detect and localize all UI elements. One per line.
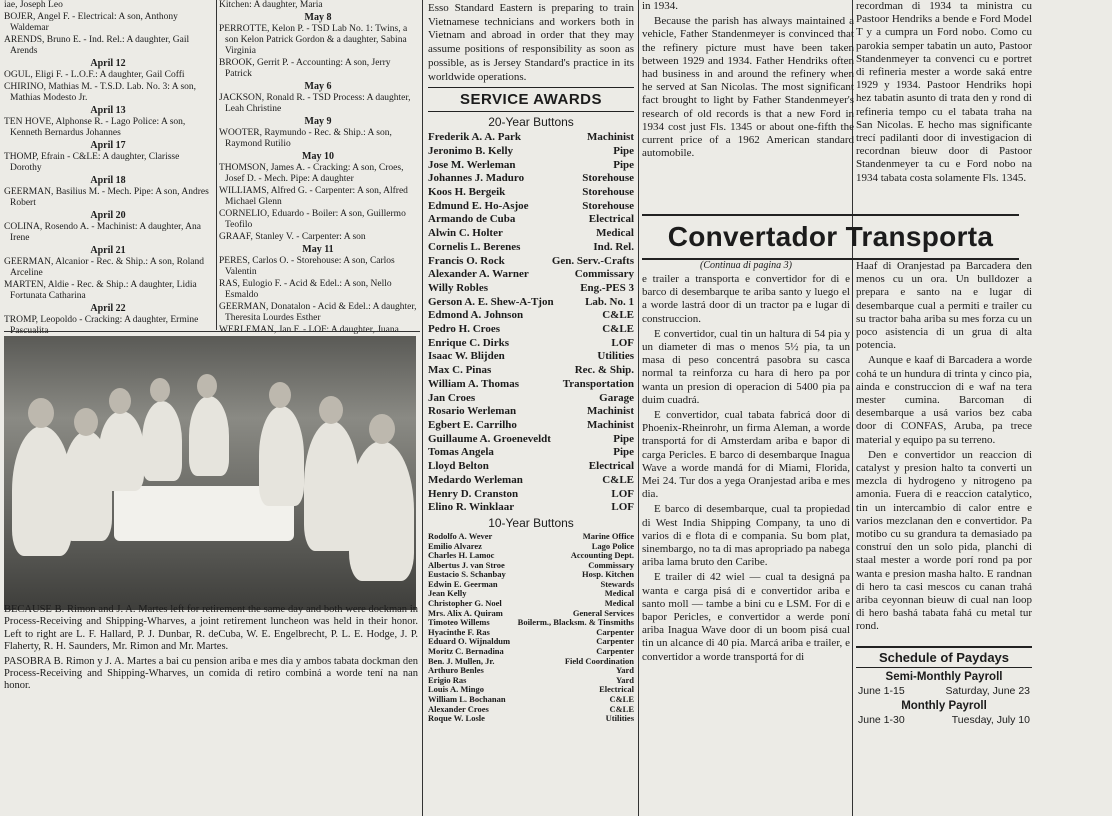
award-department: Machinist bbox=[586, 131, 634, 144]
paydays-box bbox=[856, 646, 1032, 726]
article-paragraph: e trailer a transporta e convertidor for di e barco di desembarque te ariba santo y luego el a worde lastrá door di un tractor pa e lugar di construccion. bbox=[642, 273, 850, 325]
paydays-title: Schedule of Paydays bbox=[856, 646, 1032, 668]
birth-date-heading: April 17 bbox=[90, 140, 126, 151]
birth-entry: Kitchen: A daughter, Maria bbox=[219, 0, 323, 10]
article-paragraph: Den e convertidor un reaccion di catalyst y presion halto ta converti un mezcla di hydrogeno y nitrogeno pa amonia. Fuera di e reaccion catalytico, tin un intercambio di calor entre e varios mezclanan den e convertidor. Pa motibo cu su grandura ta demasiado pa construí den un solo pida, planchi di staal mester a worde porí rond pa por wanta e presion masha halto. E randnan di hero ta casi mescos cu canan trahá ariba ceyonnan bieuw di cual nan loop di hero bashá tabata fahá cu metal tur rond. bbox=[856, 448, 1032, 633]
award-department: Utilities bbox=[597, 350, 634, 363]
award-name: Max C. Pinas bbox=[428, 364, 492, 377]
award-department: Marine Office bbox=[582, 530, 634, 541]
semi-monthly-row bbox=[856, 685, 1032, 697]
service-awards-title: SERVICE AWARDS bbox=[459, 91, 603, 109]
award-department: Garage bbox=[599, 391, 634, 404]
birth-entry: GEERMAN, Basilius M. - Mech. Pipe: A son, Andres Robert bbox=[4, 187, 209, 208]
award-name: William L. Bochanan bbox=[428, 694, 506, 704]
birth-entry: ARENDS, Bruno E. - Ind. Rel.: A daughter, Gail Arends bbox=[4, 35, 190, 56]
award-department: C&LE bbox=[609, 694, 634, 704]
award-department: Electrical bbox=[588, 460, 634, 473]
award-row bbox=[428, 378, 634, 392]
award-row bbox=[428, 433, 634, 447]
award-department: Stewards bbox=[600, 578, 634, 589]
twenty-year-title: 20-Year Buttons bbox=[488, 115, 574, 130]
award-department: LOF bbox=[611, 501, 634, 514]
award-department: Carpenter bbox=[596, 646, 634, 657]
semi-date: Saturday, June 23 bbox=[945, 685, 1030, 697]
article-paragraph: Because the parish has always maintained a vehicle, Father Standenmeyer is convinced that the refinery picture must have been taken between 1929 and 1934. Father Hendriks often had business in and around the refinery when he served at San Nicolas. The most significant fact brought to light by Father Standenmeyer's research of old records is that a new Ford in 1934 cost just Fls. 1345 or about one-fifth the current price of a 1962 American standard automobile. bbox=[642, 15, 854, 160]
award-row bbox=[428, 159, 634, 173]
birth-entry: TROMP, Leopoldo - Cracking: A daughter, Ermine Pascualita bbox=[4, 315, 199, 336]
award-name: Pedro H. Croes bbox=[428, 323, 500, 336]
award-name: Erigio Ras bbox=[428, 674, 467, 685]
award-row bbox=[428, 392, 634, 406]
caption-papiamento: PASOBRA B. Rimon y J. A. Martes a bai cu pension ariba e mes dia y ambos tabata dockman den Process-Receiving and Shipping-Wharves, un comida di retiro combiná a worde tení na nan honor. bbox=[4, 655, 418, 692]
award-department: Carpenter bbox=[596, 636, 634, 647]
award-name: Egbert E. Carrilho bbox=[428, 418, 517, 431]
birth-date-heading: May 6 bbox=[304, 81, 332, 92]
award-row bbox=[428, 474, 634, 488]
article-paragraph: E convertidor, cual tabata fabricá door di Phoenix-Rheinrohr, un firma Aleman, a worde transportá for di Amsterdam ariba e bapor di carga Pericles. E barco di desembarque Inagua Wave a worde mandá for di Miami, Florida, Mei 24. Tur dos a yega Oranjestad ariba e mes dia. bbox=[642, 409, 850, 501]
article-paragraph: recordman di 1934 ta ministra cu Pastoor Hendriks a bende e Ford Model T y a cumpra un Ford nobo. Como cu parokia semper tabatin un auto, Pastoor Standenmeyer ta convenci cu e portret di refineria mester a worde saká entre 1929 y 1934. Pastoor Hendriks hopi hez tabatin asunto di trata den y rond di refineria tempo cu el tabata traha na San Nicolas. E hecho mas significante trecí padilanti door di investigacion di recordnan bieuw door di Pastoor Standenmeyer ta cu e Ford nobo na 1934 tabata costa solamente Fls. 1345. bbox=[856, 0, 1032, 184]
birth-entry: CHIRINO, Mathias M. - T.S.D. Lab. No. 3: A son, Mathias Modesto Jr. bbox=[4, 82, 197, 103]
convertador-headline: Convertador Transporta bbox=[642, 214, 1019, 260]
birth-date-heading: April 21 bbox=[90, 245, 126, 256]
award-name: Armando de Cuba bbox=[428, 213, 516, 226]
birth-entry: GEERMAN, Alcanior - Rec. & Ship.: A son, Roland Arceline bbox=[4, 257, 205, 278]
award-department: C&LE bbox=[602, 473, 634, 486]
award-department: Transportation bbox=[562, 377, 634, 390]
award-department: Gen. Serv.-Crafts bbox=[551, 254, 634, 267]
award-row bbox=[428, 241, 634, 255]
award-row bbox=[428, 200, 634, 214]
award-department: Storehouse bbox=[582, 172, 634, 185]
award-row bbox=[428, 488, 634, 502]
award-row bbox=[428, 268, 634, 282]
award-department: Machinist bbox=[586, 418, 634, 431]
award-name: Rodolfo A. Wever bbox=[428, 530, 493, 541]
caption-english: BECAUSE B. Rimon and J. A. Martes left for retirement the same day and both were dockman in Process-Receiving and Shipping-Wharves, a joint retirement luncheon was held in their honor. Left to right are L. F. Hallard, P. J. Dunbar, R. deCuba, W. E. Engelbrecht, P. L. E. Hodge, J. P. Flaherty, R. H. Saunders, Mr. Rimon and Mr. Martes. bbox=[4, 604, 418, 653]
convertador-column-one bbox=[642, 258, 850, 816]
birth-entry: RAS, Eulogio F. - Acid & Edel.: A son, Nello Esmaldo bbox=[219, 279, 392, 300]
birth-date-heading: April 18 bbox=[90, 175, 126, 186]
award-row bbox=[428, 714, 634, 724]
birth-date-heading: April 13 bbox=[90, 105, 126, 116]
photo-caption bbox=[4, 604, 418, 693]
award-row bbox=[428, 309, 634, 323]
award-row bbox=[428, 213, 634, 227]
birth-entry: PERES, Carlos O. - Storehouse: A son, Carlos Valentin bbox=[219, 256, 395, 277]
award-name: Alexander Croes bbox=[428, 703, 489, 714]
column-divider bbox=[638, 0, 639, 816]
article-paragraph: Haaf di Oranjestad pa Barcadera den menos cu un ora. Un bulldozer a prepara e santo na e lugar di desembarque cual a permiti e trailer cu su tractor baha ariba su mes forza cu un poco asistencia di un grua di alta potencia. bbox=[856, 260, 1032, 352]
award-department: Boilerm., Blacksm. & Tinsmiths bbox=[517, 617, 634, 628]
monthly-title: Monthly Payroll bbox=[901, 700, 987, 712]
monthly-row bbox=[856, 714, 1032, 726]
award-name: Medardo Werleman bbox=[428, 473, 523, 486]
award-row bbox=[428, 323, 634, 337]
birth-entry: MARTEN, Aldie - Rec. & Ship.: A daughter, Lidia Fortunata Catharina bbox=[4, 280, 197, 301]
award-name: Moritz C. Bernadina bbox=[428, 646, 504, 657]
award-name: Timoteo Willems bbox=[428, 617, 490, 628]
award-name: Edmond A. Johnson bbox=[428, 309, 524, 322]
birth-entry: THOMSON, James A. - Cracking: A son, Croes, Josef D. - Mech. Pipe: A daughter bbox=[219, 163, 404, 184]
column-divider bbox=[422, 0, 423, 816]
award-name: Louis A. Mingo bbox=[428, 684, 484, 695]
birth-entry: OGUL, Eligi F. - L.O.F.: A daughter, Gail Coffi bbox=[4, 70, 185, 80]
article-paragraph: E trailer di 42 wiel — cual ta designá pa wanta e carga pisá di e convertidor ariba e santo moll — tambe a bini cu e LSM. For di e bapor Pericles, e convertidor a werde poní ariba Inagua Wave door di un boom pisá cual tin un alcance di 40 pia. Marcá ariba e trailer, e convertidor a worde transportá for di bbox=[642, 571, 850, 663]
convertador-column-two bbox=[856, 258, 1032, 644]
birth-entry: WERLEMAN, Jan F. - LOF: A daughter, Juana bbox=[219, 325, 399, 335]
award-row bbox=[428, 405, 634, 419]
award-name: Rosario Werleman bbox=[428, 405, 517, 418]
award-name: Francis O. Rock bbox=[428, 254, 505, 267]
award-department: Commissary bbox=[574, 268, 634, 281]
award-name: Roque W. Losle bbox=[428, 713, 485, 724]
article-paragraph: E barco di desembarque, cual ta propiedad di West India Shipping Company, ta uno di varios di e flota di e compania. Su bom plat, sinembargo, no ta di mas apropriado pa nabega ariba lama bruto den Caribe. bbox=[642, 503, 850, 569]
column-four-top bbox=[642, 0, 854, 208]
award-row bbox=[428, 364, 634, 378]
award-name: Christopher G. Noel bbox=[428, 598, 502, 609]
birth-date-heading: May 9 bbox=[304, 116, 332, 127]
award-department: Storehouse bbox=[582, 186, 634, 199]
award-name: Willy Robles bbox=[428, 281, 489, 294]
award-name: Cornelis L. Berenes bbox=[428, 240, 521, 253]
birth-date-heading: May 11 bbox=[302, 244, 334, 255]
award-department: Yard bbox=[616, 665, 634, 676]
births-column-right bbox=[219, 0, 417, 335]
award-row bbox=[428, 419, 634, 433]
award-row bbox=[428, 255, 634, 269]
award-department: Field Coordination bbox=[564, 655, 634, 666]
monthly-period: June 1-30 bbox=[858, 714, 905, 726]
award-department: Medical bbox=[604, 598, 634, 609]
birth-entry: THOMP, Efrain - C&LE: A daughter, Clarisse Dorothy bbox=[4, 152, 180, 173]
article-paragraph: E convertidor, cual tin un haltura di 54 pia y un diameter di mas o menos 5½ pia, ta un masa di peso concentrá pasobra su casca normal ta reinforza cu hara di hero pa por wanta un presion di operacion di 5400 pia pa duim cuadrá. bbox=[642, 327, 850, 406]
award-department: Utilities bbox=[605, 713, 634, 724]
ten-year-list bbox=[428, 532, 634, 724]
birth-entry: COLINA, Rosendo A. - Machinist: A daughter, Ana Irene bbox=[4, 222, 201, 243]
award-name: Arthuro Benles bbox=[428, 665, 484, 676]
esso-paragraph: Esso Standard Eastern is preparing to train Vietnamese technicians and workers both in Vietnam and abroad in order that they may assume positions of responsibility as soon as possible, as is Jersey Standard's practice in its worldwide operations. bbox=[428, 2, 634, 83]
birth-date-heading: April 12 bbox=[90, 58, 126, 69]
birth-entry: GRAAF, Stanley V. - Carpenter: A son bbox=[219, 232, 366, 242]
twenty-year-list bbox=[428, 131, 634, 515]
birth-entry: PERROTTE, Kelon P. - TSD Lab No. 1: Twins, a son Kelon Patrick Gordon & a daughter, Sabina Virginia bbox=[219, 24, 408, 56]
section-divider bbox=[4, 331, 420, 332]
award-name: Albertus J. van Stroe bbox=[428, 559, 505, 570]
award-department: LOF bbox=[611, 487, 634, 500]
award-name: Eduard O. Wijnaldum bbox=[428, 636, 511, 647]
birth-date-heading: April 22 bbox=[90, 303, 126, 314]
award-name: Mrs. Alix A. Quiram bbox=[428, 607, 503, 618]
semi-monthly-title: Semi-Monthly Payroll bbox=[885, 671, 1003, 683]
award-name: Gerson A. E. Shew-A-Tjon bbox=[428, 295, 554, 308]
award-name: Jean Kelly bbox=[428, 588, 467, 599]
award-department: Pipe bbox=[613, 144, 634, 157]
column-divider bbox=[216, 0, 217, 330]
ten-year-title: 10-Year Buttons bbox=[488, 515, 574, 530]
award-department: Medical bbox=[596, 227, 634, 240]
award-row bbox=[428, 446, 634, 460]
award-department: Rec. & Ship. bbox=[574, 364, 634, 377]
award-name: Emilio Alvarez bbox=[428, 540, 482, 551]
birth-entry: JACKSON, Ronald R. - TSD Process: A daughter, Leah Christine bbox=[219, 93, 411, 114]
award-name: Edwin E. Geerman bbox=[428, 578, 498, 589]
award-name: Hyacinthe F. Ras bbox=[428, 626, 490, 637]
birth-entry: WOOTER, Raymundo - Rec. & Ship.: A son, Raymond Rutilio bbox=[219, 128, 392, 149]
continued-note: (Continua di pagina 3) bbox=[700, 260, 792, 271]
award-department: Eng.-PES 3 bbox=[580, 281, 634, 294]
award-department: Ind. Rel. bbox=[593, 240, 634, 253]
article-paragraph: Aunque e kaaf di Barcadera a worde cohá te un hundura di trinta y cinco pia, ainda e construccion di e waf na tera mester cumina. Barcoman di desembarque a usá varios bez caba door di CONFAS, Aruba, pa trece material y equipo pa su terreno. bbox=[856, 354, 1032, 446]
award-name: Jan Croes bbox=[428, 391, 476, 404]
retirement-luncheon-photo bbox=[4, 336, 416, 610]
semi-period: June 1-15 bbox=[858, 685, 905, 697]
award-name: Alexander A. Warner bbox=[428, 268, 529, 281]
award-department: Machinist bbox=[586, 405, 634, 418]
award-row bbox=[428, 186, 634, 200]
award-department: Lab. No. 1 bbox=[585, 295, 634, 308]
award-department: LOF bbox=[611, 336, 634, 349]
award-name: Ben. J. Mullen, Jr. bbox=[428, 655, 495, 666]
award-department: Pipe bbox=[613, 158, 634, 171]
award-name: Enrique C. Dirks bbox=[428, 336, 509, 349]
award-name: Guillaume A. Groeneveldt bbox=[428, 432, 551, 445]
award-name: Jeronimo B. Kelly bbox=[428, 144, 514, 157]
award-name: Tomas Angela bbox=[428, 446, 494, 459]
birth-entry: CORNELIO, Eduardo - Boiler: A son, Guillermo Teofilo bbox=[219, 209, 406, 230]
award-name: Johannes J. Maduro bbox=[428, 172, 525, 185]
award-name: William A. Thomas bbox=[428, 377, 519, 390]
award-department: Pipe bbox=[613, 446, 634, 459]
award-name: Edmund E. Ho-Asjoe bbox=[428, 199, 529, 212]
award-department: Carpenter bbox=[596, 626, 634, 637]
award-row bbox=[428, 296, 634, 310]
award-name: Lloyd Belton bbox=[428, 460, 489, 473]
award-row bbox=[428, 282, 634, 296]
award-department: Electrical bbox=[599, 684, 634, 695]
award-name: Henry D. Cranston bbox=[428, 487, 519, 500]
award-department: Accounting Dept. bbox=[570, 550, 634, 561]
award-name: Jose M. Werleman bbox=[428, 158, 516, 171]
birth-entry: TEN HOVE, Alphonse R. - Lago Police: A son, Kenneth Bernardus Johannes bbox=[4, 117, 186, 138]
award-name: Charles H. Lamoc bbox=[428, 550, 495, 561]
award-row bbox=[428, 145, 634, 159]
award-row bbox=[428, 501, 634, 515]
award-row bbox=[428, 172, 634, 186]
divider bbox=[428, 87, 634, 88]
birth-date-heading: May 8 bbox=[304, 12, 332, 23]
award-name: Elino R. Winklaar bbox=[428, 501, 515, 514]
award-row bbox=[428, 131, 634, 145]
award-row bbox=[428, 227, 634, 241]
award-department: Commissary bbox=[588, 559, 634, 570]
monthly-date: Tuesday, July 10 bbox=[951, 714, 1030, 726]
award-department: Storehouse bbox=[582, 199, 634, 212]
service-awards-column bbox=[428, 0, 634, 816]
award-row bbox=[428, 460, 634, 474]
award-department: Lago Police bbox=[591, 540, 634, 551]
award-department: Medical bbox=[604, 588, 634, 599]
award-name: Alwin C. Holter bbox=[428, 227, 503, 240]
award-department: C&LE bbox=[602, 323, 634, 336]
award-department: C&LE bbox=[609, 703, 634, 714]
award-department: Yard bbox=[616, 674, 634, 685]
award-department: Hosp. Kitchen bbox=[582, 569, 634, 580]
award-name: Koos H. Bergeik bbox=[428, 186, 506, 199]
article-paragraph: in 1934. bbox=[642, 0, 679, 12]
award-department: C&LE bbox=[602, 309, 634, 322]
award-row bbox=[428, 337, 634, 351]
award-department: General Services bbox=[572, 607, 634, 618]
birth-date-heading: April 20 bbox=[90, 210, 126, 221]
award-department: Electrical bbox=[588, 213, 634, 226]
birth-date-heading: May 10 bbox=[302, 151, 334, 162]
award-name: Frederik A. A. Park bbox=[428, 131, 521, 144]
award-department: Pipe bbox=[613, 432, 634, 445]
divider bbox=[428, 111, 634, 112]
award-name: Eustacio S. Schanbay bbox=[428, 569, 506, 580]
award-name: Isaac W. Blijden bbox=[428, 350, 505, 363]
column-five-top bbox=[856, 0, 1032, 208]
birth-entry: BROOK, Gerrit P. - Accounting: A son, Jerry Patrick bbox=[219, 58, 391, 79]
births-column-left bbox=[4, 0, 212, 336]
birth-entry: BOJER, Angel F. - Electrical: A son, Anthony Waldemar bbox=[4, 12, 178, 33]
birth-entry: iae, Joseph Leo bbox=[4, 0, 63, 10]
birth-entry: WILLIAMS, Alfred G. - Carpenter: A son, Alfred Michael Glenn bbox=[219, 186, 408, 207]
birth-entry: GEERMAN, Donatalon - Acid & Edel.: A daughter, Theresita Lourdes Esther bbox=[219, 302, 417, 323]
award-row bbox=[428, 350, 634, 364]
